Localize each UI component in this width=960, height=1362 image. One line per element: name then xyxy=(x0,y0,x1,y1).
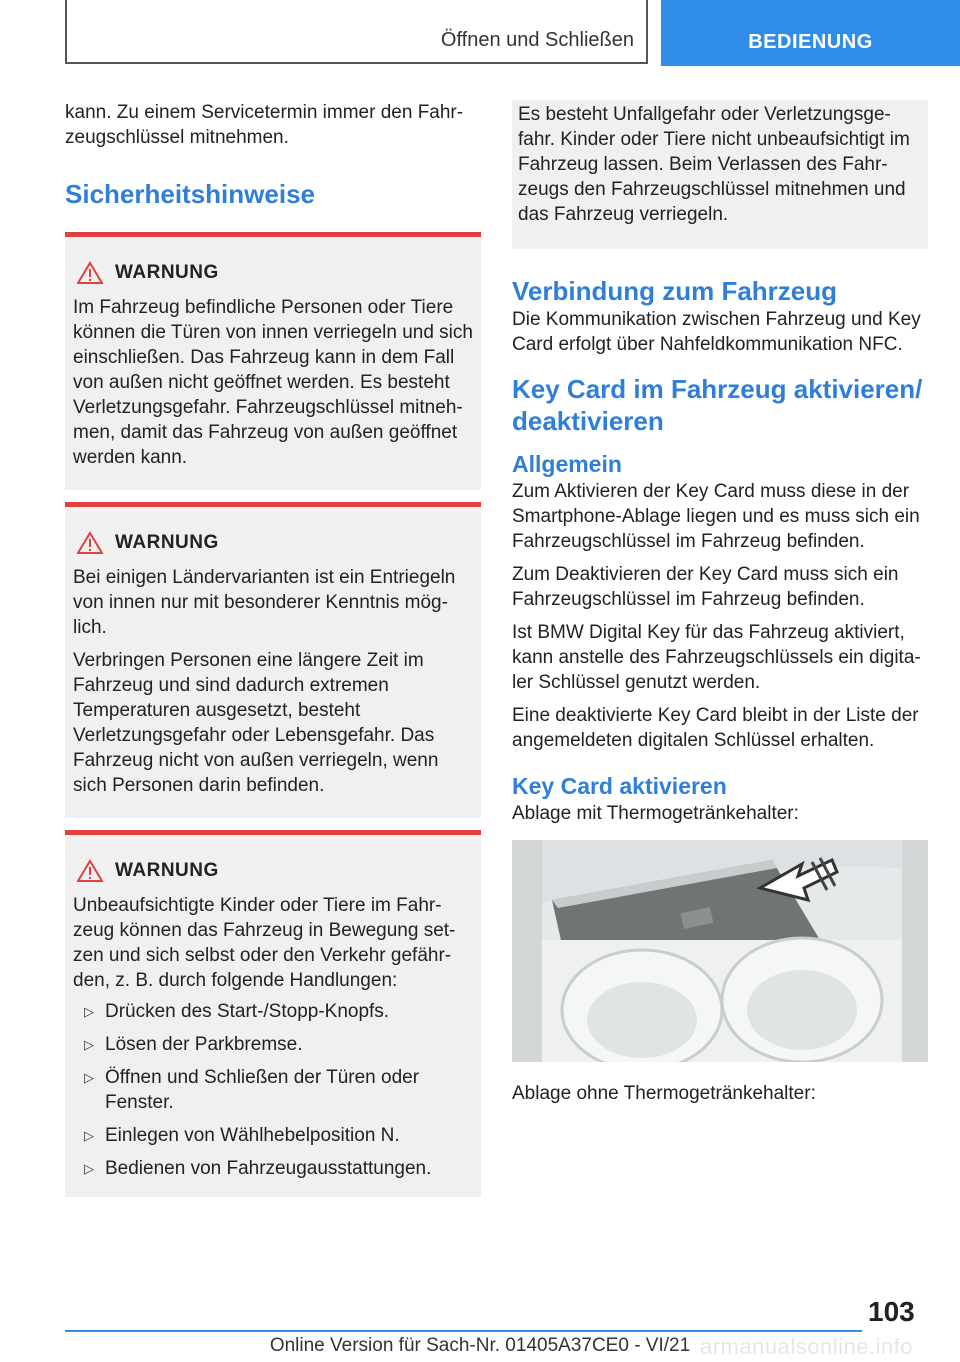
section-title: Öffnen und Schließen xyxy=(65,0,648,64)
warning-text: Es besteht Unfallgefahr oder Verletzungsgefahr. Kinder oder Tiere nicht unbeaufsichtigt im Fahrzeug lassen. Beim Verlassen des Fahrzeugs den Fahrzeugschlüssel mitnehmen und das Fahrzeug verriegeln. xyxy=(518,104,910,225)
list-item: ▷ Lösen der Parkbremse. xyxy=(73,1032,473,1057)
footer-divider xyxy=(65,1330,862,1332)
page-number: 103 xyxy=(868,1296,915,1327)
warning-header xyxy=(73,257,473,289)
warning-box-2 xyxy=(65,502,481,818)
bullet-list xyxy=(73,999,473,1181)
chapter-tab[interactable]: BEDIENUNG xyxy=(661,0,960,66)
heading-general: Allgemein xyxy=(512,451,622,477)
warning-continuation-box xyxy=(512,100,928,249)
watermark: armanualsonline.info xyxy=(700,1334,914,1359)
left-column xyxy=(65,100,481,1209)
general-text: Zum Deaktivieren der Key Card muss sich ein Fahrzeugschlüssel im Fahrzeug befinden. xyxy=(512,564,899,610)
triangle-bullet-icon: ▷ xyxy=(84,1004,94,1019)
heading-safety: Sicherheitshinweise xyxy=(65,179,315,209)
warning-title: WARNUNG xyxy=(115,860,219,881)
caption-without-holder: Ablage ohne Thermogetränkehalter: xyxy=(512,1083,816,1104)
general-text: Ist BMW Digital Key für das Fahrzeug aktiviert, kann anstelle des Fahrzeugschlüssels ein digitaler Schlüssel genutzt werden. xyxy=(512,622,921,693)
footer-version-text: Online Version für Sach-Nr. 01405A37CE0 - VI/21 xyxy=(269,1335,691,1356)
warning-text: Verbringen Personen eine längere Zeit im Fahrzeug und sind dadurch extremen Temperaturen ausgesetzt, besteht Verletzungsgefahr oder Lebensgefahr. Das Fahrzeug nicht von außen verriegeln, wenn sich Personen darin befinden. xyxy=(73,650,439,796)
warning-box-1 xyxy=(65,232,481,490)
console-tray-photo xyxy=(512,840,928,1062)
list-item: ▷ Einlegen von Wählhebelposition N. xyxy=(73,1123,473,1148)
warning-text: Unbeaufsichtigte Kinder oder Tiere im Fahrzeug können das Fahrzeug in Bewegung setzen und sich selbst oder den Verkehr gefährden, z. B. durch folgende Handlungen: xyxy=(73,895,456,991)
warning-header xyxy=(73,527,473,559)
warning-text: Bei einigen Ländervarianten ist ein Entriegeln von innen nur mit besonderer Kenntnis möglich. xyxy=(73,567,456,638)
triangle-bullet-icon: ▷ xyxy=(84,1037,94,1052)
list-item: ▷ Drücken des Start-/Stopp-Knopfs. xyxy=(73,999,473,1024)
warning-header xyxy=(73,855,473,887)
warning-triangle-icon xyxy=(77,261,103,285)
list-item: ▷ Bedienen von Fahrzeugausstattungen. xyxy=(73,1156,473,1181)
right-column xyxy=(512,100,928,1106)
intro-text: kann. Zu einem Servicetermin immer den Fahrzeugschlüssel mitnehmen. xyxy=(65,102,464,148)
warning-title: WARNUNG xyxy=(115,262,219,283)
triangle-bullet-icon: ▷ xyxy=(84,1161,94,1176)
general-text: Eine deaktivierte Key Card bleibt in der Liste der angemeldeten digitalen Schlüssel erhalten. xyxy=(512,705,919,751)
triangle-bullet-icon: ▷ xyxy=(84,1128,94,1143)
heading-keycard-activate: Key Card aktivieren xyxy=(512,773,727,799)
connection-text: Die Kommunikation zwischen Fahrzeug und Key Card erfolgt über Nahfeldkommunikation NFC. xyxy=(512,309,921,355)
warning-title: WARNUNG xyxy=(115,532,219,553)
general-text: Zum Aktivieren der Key Card muss diese in der Smartphone-Ablage liegen und es muss sich ein Fahrzeugschlüssel im Fahrzeug befinden. xyxy=(512,481,920,552)
warning-triangle-icon xyxy=(77,531,103,555)
warning-triangle-icon xyxy=(77,859,103,883)
heading-connection: Verbindung zum Fahrzeug xyxy=(512,276,838,306)
warning-text: Im Fahrzeug befindliche Personen oder Tiere können die Türen von innen verriegeln und sich einschließen. Das Fahrzeug kann in dem Fall von außen nicht geöffnet werden. Es besteht Verletzungsgefahr. Fahrzeugschlüssel mitnehmen, damit das Fahrzeug von außen geöffnet werden kann. xyxy=(73,297,473,468)
page-header xyxy=(0,0,960,66)
heading-activate: Key Card im Fahrzeug aktivieren/ deaktivieren xyxy=(512,374,923,436)
caption-with-holder: Ablage mit Thermogetränkehalter: xyxy=(512,803,799,824)
triangle-bullet-icon: ▷ xyxy=(84,1070,94,1085)
warning-box-3 xyxy=(65,830,481,1197)
list-item: ▷ Öffnen und Schließen der Türen oder Fenster. xyxy=(73,1065,473,1115)
